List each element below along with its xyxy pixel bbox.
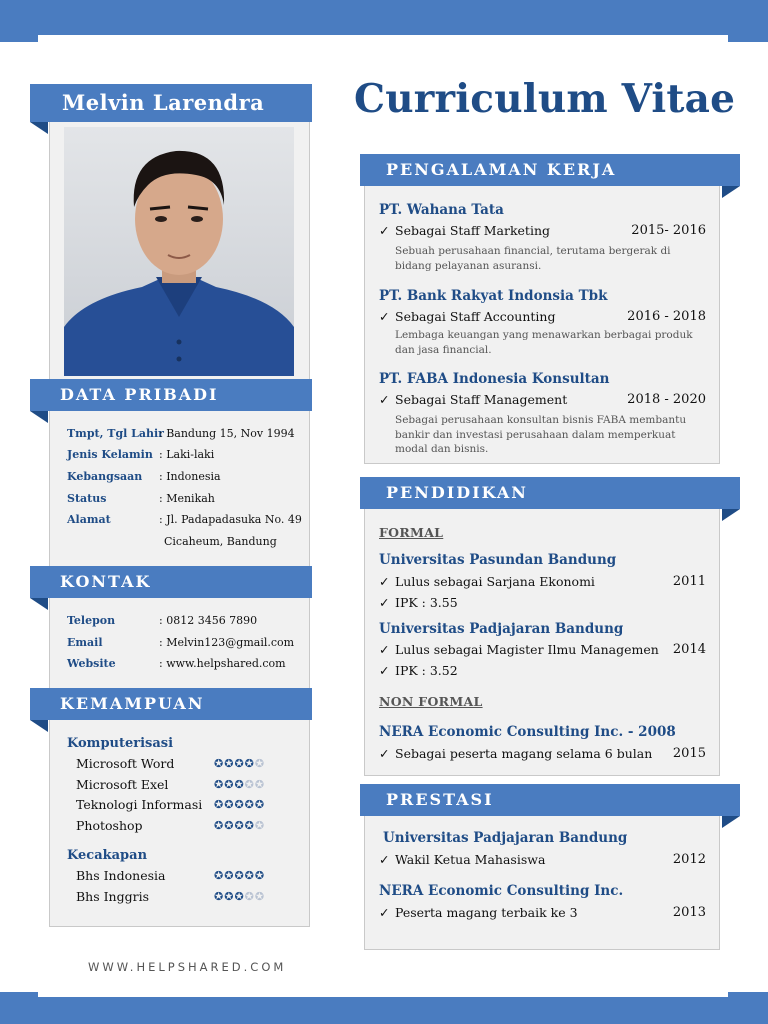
edu-item-text: Sebagai peserta magang selama 6 bulan <box>395 746 653 761</box>
skill-group-title: Kecakapan <box>67 848 148 863</box>
job-description: Sebuah perusahaan financial, terutama bergerak di bidang pelayanan asuransi. <box>395 245 671 272</box>
check-icon: ✓ <box>379 223 390 238</box>
person-portrait-icon <box>64 127 294 376</box>
star-icon: ✪ <box>254 890 266 903</box>
personal-label: Tmpt, Tgl Lahir <box>67 427 164 440</box>
name-banner <box>30 84 312 122</box>
achievement-item-text: Peserta magang terbaik ke 3 <box>395 905 578 920</box>
check-icon: ✓ <box>379 663 390 678</box>
skill-rating <box>214 798 265 811</box>
edu-item-text: IPK : 3.55 <box>395 595 458 610</box>
star-icon: ✪ <box>234 819 245 832</box>
skill-name: Microsoft Exel <box>76 777 169 792</box>
skill-rating <box>214 819 265 832</box>
experience-fold <box>722 186 740 198</box>
section-personal-heading <box>30 379 312 411</box>
job-company: PT. Wahana Tata <box>379 202 504 218</box>
star-icon: ✪ <box>254 819 266 832</box>
skills-heading-text: KEMAMPUAN <box>60 694 205 713</box>
edu-item-text: Lulus sebagai Magister Ilmu Managemen <box>395 642 659 657</box>
job-description: Lembaga keuangan yang menawarkan berbagai produk dan jasa financial. <box>395 329 693 356</box>
star-icon: ✪ <box>224 819 235 832</box>
skill-name: Bhs Inggris <box>76 889 150 904</box>
star-icon: ✪ <box>254 869 266 882</box>
star-icon: ✪ <box>214 890 225 903</box>
contact-label: Email <box>67 636 103 649</box>
skill-rating <box>214 757 265 770</box>
address-line2-text: Cicaheum, Bandung <box>164 535 277 548</box>
job-role-text: Sebagai Staff Marketing <box>395 223 551 238</box>
check-icon: ✓ <box>379 574 390 589</box>
skill-name: Microsoft Word <box>76 756 175 771</box>
job-company: PT. FABA Indonesia Konsultan <box>379 371 610 387</box>
star-icon: ✪ <box>214 798 225 811</box>
personal-label: Alamat <box>67 513 111 526</box>
edu-year: 2015 <box>672 746 706 761</box>
edu-item-text: Lulus sebagai Sarjana Ekonomi <box>395 574 595 589</box>
star-icon: ✪ <box>244 757 255 770</box>
skill-group-title: Komputerisasi <box>67 736 174 751</box>
achievement-item-text: Wakil Ketua Mahasiswa <box>395 852 546 867</box>
section-education-heading <box>360 477 740 509</box>
personal-heading-text: DATA PRIBADI <box>60 385 219 404</box>
section-achievements-heading <box>360 784 740 816</box>
personal-value: : Jl. Padapadasuka No. 49 <box>159 513 302 526</box>
personal-value: : Indonesia <box>159 470 221 483</box>
section-experience-heading <box>360 154 740 186</box>
personal-fold <box>30 411 48 423</box>
skill-rating <box>214 869 265 882</box>
experience-heading-text: PENGALAMAN KERJA <box>386 160 617 179</box>
check-icon: ✓ <box>379 309 390 324</box>
profile-photo <box>64 127 294 376</box>
contact-fold <box>30 598 48 610</box>
star-icon: ✪ <box>224 869 235 882</box>
job-role-text: Sebagai Staff Accounting <box>395 309 556 324</box>
achievements-fold <box>722 816 740 828</box>
contact-label: Telepon <box>67 614 116 627</box>
school-name: Universitas Padjajaran Bandung <box>379 621 624 637</box>
personal-address-line2 <box>164 535 277 548</box>
edu-item-text: IPK : 3.52 <box>395 663 458 678</box>
achievement-item <box>379 905 578 920</box>
school-name: NERA Economic Consulting Inc. - 2008 <box>379 724 676 740</box>
contact-label: Website <box>67 657 116 670</box>
job-company: PT. Bank Rakyat Indonsia Tbk <box>379 288 608 304</box>
personal-value: : Menikah <box>159 492 215 505</box>
skills-fold <box>30 720 48 732</box>
edu-item <box>379 663 458 678</box>
contact-website-link[interactable]: : www.helpshared.com <box>159 657 286 670</box>
edu-item <box>379 574 595 589</box>
section-contact-heading <box>30 566 312 598</box>
personal-label: Kebangsaan <box>67 470 143 483</box>
personal-label: Jenis Kelamin <box>67 448 153 461</box>
education-fold <box>722 509 740 521</box>
job-years: 2018 - 2020 <box>627 392 706 407</box>
contact-phone-value[interactable]: : 0812 3456 7890 <box>159 614 258 627</box>
achievement-item <box>379 852 545 867</box>
achievement-org: NERA Economic Consulting Inc. <box>379 883 624 899</box>
star-icon: ✪ <box>244 890 255 903</box>
skill-name: Photoshop <box>76 818 143 833</box>
star-icon: ✪ <box>244 819 255 832</box>
job-role <box>379 392 567 407</box>
star-icon: ✪ <box>234 890 245 903</box>
achievement-org: Universitas Padjajaran Bandung <box>383 830 628 846</box>
check-icon: ✓ <box>379 595 390 610</box>
star-icon: ✪ <box>214 757 225 770</box>
star-icon: ✪ <box>254 778 266 791</box>
star-icon: ✪ <box>234 778 245 791</box>
star-icon: ✪ <box>234 869 245 882</box>
page-title: Curriculum Vitae <box>354 76 736 122</box>
formal-label: FORMAL <box>379 525 444 540</box>
name-banner-fold <box>30 122 48 134</box>
star-icon: ✪ <box>224 778 235 791</box>
check-icon: ✓ <box>379 905 390 920</box>
edu-item <box>379 746 652 761</box>
skill-rating <box>214 890 265 903</box>
star-icon: ✪ <box>254 757 266 770</box>
full-name: Melvin Larendra <box>62 90 265 115</box>
education-heading-text: PENDIDIKAN <box>386 483 528 502</box>
star-icon: ✪ <box>244 869 255 882</box>
star-icon: ✪ <box>224 890 235 903</box>
check-icon: ✓ <box>379 392 390 407</box>
skill-name: Teknologi Informasi <box>76 797 203 812</box>
contact-email-link[interactable]: : Melvin123@gmail.com <box>159 636 295 649</box>
job-years: 2015- 2016 <box>631 223 706 238</box>
star-icon: ✪ <box>214 778 225 791</box>
star-icon: ✪ <box>214 869 225 882</box>
bottom-bar-inner <box>38 992 728 997</box>
check-icon: ✓ <box>379 852 390 867</box>
school-name: Universitas Pasundan Bandung <box>379 552 617 568</box>
job-role-text: Sebagai Staff Management <box>395 392 568 407</box>
achievements-heading-text: PRESTASI <box>386 790 494 809</box>
achievement-year: 2012 <box>672 852 706 867</box>
skill-name: Bhs Indonesia <box>76 868 166 883</box>
personal-value: : Bandung 15, Nov 1994 <box>159 427 295 440</box>
edu-year: 2011 <box>672 574 706 589</box>
top-bar-inner <box>38 35 728 42</box>
skill-rating <box>214 778 265 791</box>
job-description: Sebagai perusahaan konsultan bisnis FABA membantu bankir dan investasi perusahaan dalam memperkuat modal dan bisnis. <box>395 414 687 455</box>
personal-value: : Laki-laki <box>159 448 215 461</box>
edu-item <box>379 642 659 657</box>
edu-item <box>379 595 458 610</box>
job-role <box>379 223 550 238</box>
star-icon: ✪ <box>224 798 235 811</box>
contact-heading-text: KONTAK <box>60 572 152 591</box>
check-icon: ✓ <box>379 746 390 761</box>
edu-year: 2014 <box>672 642 706 657</box>
nonformal-label: NON FORMAL <box>379 694 483 709</box>
job-years: 2016 - 2018 <box>627 309 706 324</box>
footer-website[interactable]: WWW.HELPSHARED.COM <box>88 960 287 974</box>
star-icon: ✪ <box>244 798 255 811</box>
job-role <box>379 309 555 324</box>
star-icon: ✪ <box>224 757 235 770</box>
star-icon: ✪ <box>244 778 255 791</box>
check-icon: ✓ <box>379 642 390 657</box>
star-icon: ✪ <box>254 798 266 811</box>
star-icon: ✪ <box>214 819 225 832</box>
achievement-year: 2013 <box>672 905 706 920</box>
star-icon: ✪ <box>234 798 245 811</box>
star-icon: ✪ <box>234 757 245 770</box>
section-skills-heading <box>30 688 312 720</box>
personal-label: Status <box>67 492 107 505</box>
